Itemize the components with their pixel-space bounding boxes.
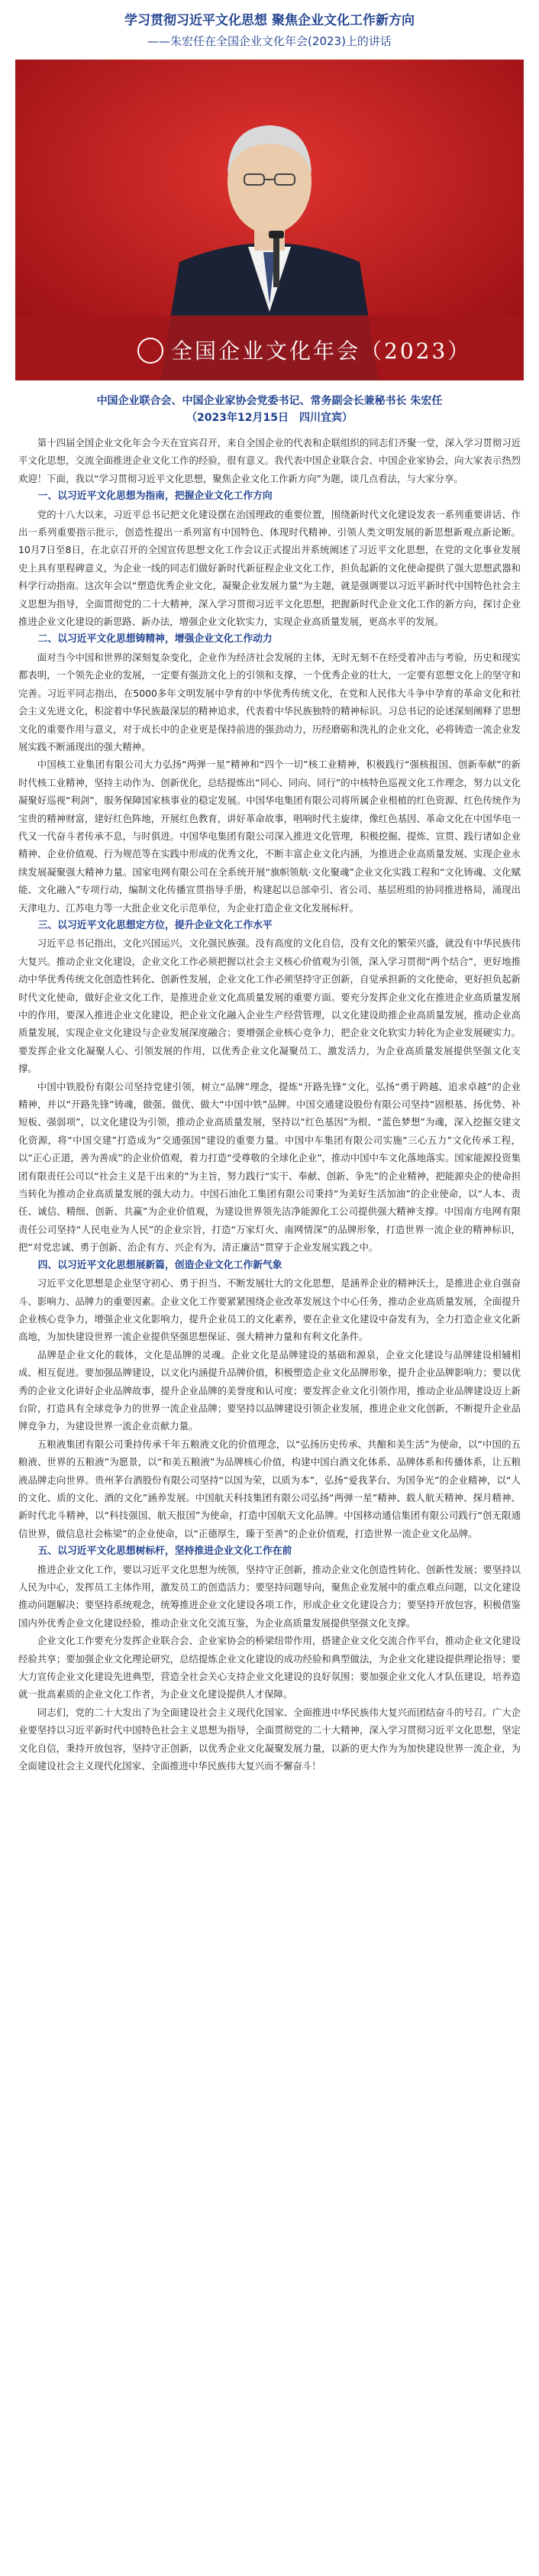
body-paragraph: 企业文化工作要充分发挥企业联合会、企业家协会的桥梁纽带作用，搭建企业文化交流合作平台，推动企业文化建设经验共享；要加强企业文化理论研究，总结提炼企业文化建设的成功经验和典型做法，为企业文化建设提供理论指导；要大力宣传企业文化建设先进典型，营造全社会关心支持企业文化建设的良好氛围；要加强企业文化人才队伍建设，培养造就一批高素质的企业文化工作者，为企业文化建设提供人才保障。: [18, 1635, 521, 1701]
banner-text: 全国企业文化年会（2023）: [171, 338, 472, 364]
section-heading: 二、以习近平文化思想铸精神，增强企业文化工作动力: [37, 633, 273, 646]
body-paragraph: 中国核工业集团有限公司大力弘扬“两弹一星”精神和“四个一切”核工业精神，积极践行“强核报国、创新奉献”的新时代核工业精神，坚持主动作为、创新优化，总结提炼出“同心、同向、同行”的中核特色巡视文化工作理念，努力以文化凝聚好巡视“利剑”，服务保障国家核事业的稳定发展。中国华电集团有限公司将所属企业根植的红色资源、红色传统作为宝贵的精神财富，建好红色阵地，开展红色教育，讲好革命故事，唱响时代主旋律，像红色基因、革命文化在中国华电一代又一代奋斗者传承不息，与时俱进。中国华电集团有限公司深入推进文化管理，积极挖掘、提炼、宣贯、践行诸如企业精神、企业价值观、行为规范等在实践中形成的优秀文化，不断丰富企业文化内涵，为推进企业高质量发展、实现企业永续发展凝聚强大精神力量。国家电网有限公司在全系统开展“旗帜领航·文化聚魂”企业文化实践工程和“文化铸魂、文化赋能、文化融入”专项行动，编制文化传播宣贯指导手册，构建起以总部牵引、省公司、基层班组的协同推进格局，涌现出天津电力、江苏电力等一大批企业文化示范单位，为企业打造企业文化发展标杆。: [18, 759, 521, 914]
body-paragraph: 习近平文化思想是企业坚守初心、勇于担当、不断发展壮大的文化思想，是涵养企业的精神沃土，是推进企业自强奋斗、影响力、品牌力的重要因素。企业文化工作要紧紧围绕企业改革发展这个中心任务，推动企业高质量发展，全面提升企业核心竞争力，增强企业文化影响力，提升企业员工的文化素养，要在企业文化建设中奋发有为，全力打造企业文化新高地，为加快建设世界一流企业提供坚强思想保证、强大精神力量和有利文化条件。: [18, 1277, 521, 1343]
speaker-illustration: [15, 60, 524, 380]
article-header: [0, 0, 539, 50]
conference-emblem-icon: [137, 338, 163, 364]
speaker-photo: [15, 60, 524, 380]
body-paragraph: 推进企业文化工作，要以习近平文化思想为统领，坚持守正创新，推动企业文化创造性转化、创新性发展；要坚持以人民为中心，发挥员工主体作用，激发员工的创造活力；要坚持问题导向，聚焦企业发展中的重点难点问题，以文化建设推动问题解决；要坚持系统观念，统筹推进企业文化建设各项工作，形成企业文化建设合力；要坚持开放包容，积极借鉴国内外优秀企业文化建设经验，推动企业文化交流互鉴，为企业高质量发展提供坚强文化支撑。: [18, 1563, 521, 1629]
body-paragraph: 五粮液集团有限公司秉持传承千年五粮液文化的价值理念，以“弘扬历史传承、共酿和美生活”为使命，以“中国的五粮液、世界的五粮液”为愿景，以“和美五粮液”为品牌核心价值，构建中国白酒文化体系、品牌体系和传播体系，让五粮液品牌走向世界。贵州茅台酒股份有限公司坚持“以国为荣，以质为本”，弘扬“爱我茅台、为国争光”的企业精神，以“人的文化、质的文化、酒的文化”涵养发展。中国航天科技集团有限公司弘扬“两弹一星”精神、载人航天精神、探月精神、新时代北斗精神，以“科技强国、航天报国”为使命，打造中国航天文化品牌。中国移动通信集团有限公司践行“创无限通信世界，做信息社会栋梁”的企业使命，以“正德厚生，臻于至善”的企业价值观，打造世界一流企业文化品牌。: [18, 1438, 521, 1539]
section-heading: 三、以习近平文化思想定方位，提升企业文化工作水平: [37, 919, 273, 931]
body-paragraph: 面对当今中国和世界的深刻复杂变化，企业作为经济社会发展的主体，无时无刻不在经受着冲击与考验，历史和现实都表明，一个领先企业的发展，一定要有强劲文化上的引领和支撑，一个优秀企业的壮大，一定要有思想文化上的坚守和完善。习近平同志指出，在5000多年文明发展中孕育的中华优秀传统文化，在党和人民伟大斗争中孕育的革命文化和社会主义先进文化，积淀着中华民族最深层的精神追求，代表着中华民族独特的精神标识。习总书记的论述深刻阐释了思想文化的重要作用与意义，对于成长中的企业更是保持前进的强劲动力，历经磨砺和洗礼的企业文化，必将铸造一流企业发展实践不断涌现出的强大精神。: [18, 651, 521, 752]
caption-date-place: （2023年12月15日 四川宜宾）: [186, 412, 353, 424]
caption-speaker: 中国企业联合会、中国企业家协会党委书记、常务副会长兼秘书长 朱宏任: [96, 395, 443, 407]
body-paragraph: 第十四届全国企业文化年会今天在宜宾召开，来自全国企业的代表和企联组织的同志们齐聚一堂，深入学习贯彻习近平文化思想，交流全面推进企业文化工作的经验，很有意义。我代表中国企业联合会、中国企业家协会，向大家表示热烈欢迎！下面，我以“学习贯彻习近平文化思想，聚焦企业文化工作新方向”为题，谈几点看法，与大家分享。: [18, 437, 521, 484]
section-heading: 五、以习近平文化思想树标杆，坚持推进企业文化工作在前: [37, 1545, 292, 1558]
section-heading: 四、以习近平文化思想展新篇，创造企业文化工作新气象: [37, 1259, 282, 1271]
article-title: 学习贯彻习近平文化思想 聚焦企业文化工作新方向: [124, 13, 415, 28]
body-paragraph: 党的十八大以来，习近平总书记把文化建设摆在治国理政的重要位置，围绕新时代文化建设发表一系列重要讲话、作出一系列重要指示批示，创造性提出一系列富有中国特色、体现时代精神、引领人类文明发展的新思想新观点新论断。10月7日至8日，在北京召开的全国宣传思想文化工作会议正式提出并系统阐述了习近平文化思想，在党的文化事业发展史上具有里程碑意义，为企业一线的同志们做好新时代新征程企业文化工作，担负起新的文化使命提供了强大思想武器和科学行动指南。这次年会以“塑造优秀企业文化，凝聚企业发展力量”为主题，就是强调要以习近平新时代中国特色社会主义思想为指导，全面贯彻党的二十大精神，深入学习贯彻习近平文化思想，把握新时代企业文化工作的新方向，探讨企业推进企业文化建设的新思路、新办法，增强企业文化软实力，实现企业高质量发展，更高水平的发展。: [18, 508, 521, 628]
conference-banner: [137, 335, 471, 366]
article-body: [18, 434, 521, 1775]
body-paragraph: 习近平总书记指出，文化兴国运兴，文化强民族强。没有高度的文化自信，没有文化的繁荣兴盛，就没有中华民族伟大复兴。推动企业文化建设，企业文化工作必须把握以社会主义核心价值观为引领，深入学习贯彻“两个结合”，更好地推动中华优秀传统文化创造性转化、创新性发展，企业文化工作必须坚持守正创新，自觉承担新的文化使命，更好担负起新时代文化使命，做好企业文化工作，是推进企业文化高质量发展的重要方面。要充分发挥企业文化在推进企业高质量发展中的作用，要深入推进企业文化建设，把企业文化融入企业生产经营管理，以文化建设助推企业高质量发展，推动企业高质量发展，实现企业文化建设与企业发展深度融合；要增强企业核心竞争力，把企业文化软实力转化为企业发展硬实力。要发挥企业文化凝聚人心、引领发展的作用，以优秀企业文化凝聚员工、激发活力，为企业高质量发展提供坚强文化支撑。: [18, 937, 521, 1075]
body-paragraph: 同志们，党的二十大发出了为全面建设社会主义现代化国家、全面推进中华民族伟大复兴而团结奋斗的号召。广大企业要坚持以习近平新时代中国特色社会主义思想为指导，全面贯彻党的二十大精神，深入学习贯彻习近平文化思想，坚定文化自信，秉持开放包容，坚持守正创新，以优秀企业文化凝聚发展力量，以新的更大作为为加快建设世界一流企业，为全面建设社会主义现代化国家、全面推进中华民族伟大复兴而不懈奋斗！: [18, 1706, 521, 1772]
section-heading: 一、以习近平文化思想为指南，把握企业文化工作方向: [37, 490, 273, 503]
photo-caption: [15, 393, 524, 426]
article-subtitle: ——朱宏任在全国企业文化年会(2023)上的讲话: [147, 34, 392, 48]
body-paragraph: 品牌是企业文化的载体，文化是品牌的灵魂。企业文化是品牌建设的基础和源泉，企业文化建设与品牌建设相辅相成、相互促进。要加强品牌建设，以文化内涵提升品牌价值，积极塑造企业文化品牌形象，提升企业品牌影响力；要以优秀的企业文化讲好企业品牌故事，提升企业品牌的美誉度和认可度；要发挥企业文化引领作用，推动企业品牌建设迈上新台阶，打造具有全球竞争力的世界一流企业品牌；要坚持以品牌建设引领企业发展，推进企业文化创新，不断提升企业品牌竞争力，为建设世界一流企业贡献力量。: [18, 1348, 521, 1432]
body-paragraph: 中国中铁股份有限公司坚持党建引领，树立“品牌”理念，提炼“开路先锋”文化，弘扬“勇于跨越、追求卓越”的企业精神，并以“开路先锋”铸魂，做强、做优、做大“中国中铁”品牌。中国交通建设股份有限公司坚持“固根基、扬优势、补短板、强弱项”，以文化建设为引领，推动企业高质量发展，坚持以“红色基因”为根、“蓝色梦想”为魂，深入挖掘交建文化资源，将“中国交建”打造成为“交通强国”建设的重要力量。中国中车集团有限公司实施“三心五力”文化传承工程，以“正心正道，善为善成”的企业价值观，着力打造“受尊敬的全球化企业”，推动中国中车文化落地落实。国家能源投资集团有限责任公司以“社会主义是干出来的”为主旨，努力践行“实干、奉献、创新、争先”的企业精神，把能源央企的使命担当转化为推动企业高质量发展的强大动力。中国石油化工集团有限公司秉持“为美好生活加油”的企业使命，以“人本、责任、诚信、精细、创新、共赢”为企业价值观，为建设世界领先洁净能源化工公司提供强大精神支撑。中国南方电网有限责任公司坚持“人民电业为人民”的企业宗旨，打造“万家灯火、南网情深”的品牌形象，打造世界一流企业的精神标识，把“对党忠诚、勇于创新、治企有方、兴企有为、清正廉洁”贯穿于企业发展实践之中。: [18, 1080, 521, 1254]
